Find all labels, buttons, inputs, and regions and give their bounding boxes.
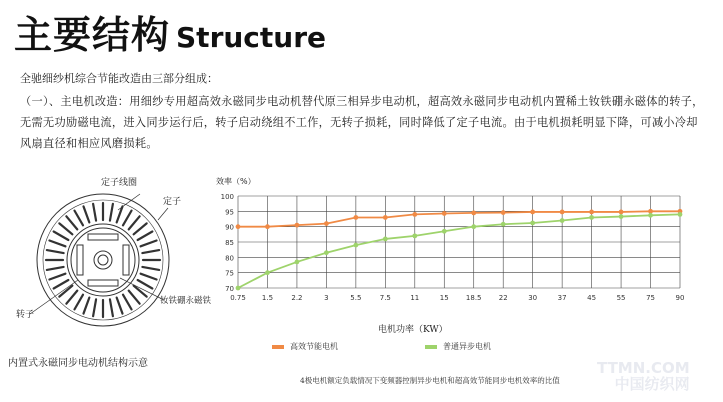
stator-slot: [93, 204, 96, 221]
series-point-0: [324, 221, 329, 226]
series-point-0: [353, 215, 358, 220]
y-tick-label: 95: [225, 208, 234, 217]
stator-slot: [66, 216, 77, 229]
stator-slot: [75, 211, 84, 226]
legend-item-high-efficiency: [272, 341, 338, 352]
series-point-0: [412, 212, 417, 217]
series-point-0: [471, 210, 476, 215]
series-point-1: [560, 218, 565, 223]
motor-drawing: [37, 194, 169, 326]
page-title: [14, 8, 326, 58]
label-rotor: 转子: [16, 310, 35, 320]
x-tick-label: 2.2: [291, 294, 303, 302]
shaft-core: [98, 255, 108, 265]
legend-label: 普通异步电机: [443, 342, 491, 351]
stator-bore: [67, 224, 139, 296]
series-point-1: [295, 260, 300, 265]
stator-slot: [75, 295, 84, 310]
x-tick-label: 5.5: [350, 294, 362, 302]
stator-slot: [59, 286, 72, 297]
y-tick-label: 75: [225, 269, 234, 278]
series-point-1: [619, 214, 624, 219]
chart-y-ticks: [221, 193, 234, 293]
stator-slot: [54, 232, 69, 241]
x-tick-label: 1.5: [261, 294, 274, 302]
series-point-1: [412, 233, 417, 238]
x-tick-label: 30: [528, 294, 538, 302]
series-point-1: [589, 215, 594, 220]
y-tick-label: 70: [225, 285, 234, 293]
y-tick-label: 90: [225, 223, 234, 232]
series-point-0: [501, 210, 506, 215]
series-point-1: [442, 229, 447, 234]
series-point-0: [619, 210, 624, 215]
series-point-1: [678, 212, 683, 217]
intro-text: 全驰细纱机综合节能改造由三部分组成：: [20, 72, 218, 85]
magnet-top: [88, 234, 118, 240]
chart-series: [236, 209, 683, 290]
legend-swatch-green: [425, 345, 437, 349]
watermark: [597, 360, 690, 392]
series-point-1: [236, 286, 241, 291]
series-point-1: [648, 213, 653, 218]
x-tick-label: 11: [410, 294, 420, 302]
x-tick-label: 37: [557, 294, 567, 302]
stator-slot: [59, 223, 72, 234]
series-point-0: [236, 224, 241, 229]
stator-slot: [47, 250, 64, 253]
stator-slot: [66, 291, 77, 304]
series-point-0: [383, 215, 388, 220]
body-paragraph: （一）、主电机改造：用细纱专用超高效永磁同步电动机替代原三相异步电动机，超高效永磁同步电动机内置稀土钕铁硼永磁体的转子，无需无功励磁电流，进入同步运行后，转子启动绕组不工作，无转子损耗，同时降低了定子电流。由于电机损耗明显下降，可减小冷却风扇直径和相应风磨损耗。: [20, 95, 704, 150]
stator-slot: [49, 274, 65, 280]
y-tick-label: 80: [225, 254, 234, 263]
series-point-0: [295, 223, 300, 228]
legend-label: 高效节能电机: [290, 342, 338, 351]
x-tick-label: 3: [324, 294, 329, 302]
stator-slot: [138, 232, 153, 241]
stator-slot: [123, 295, 132, 310]
series-point-1: [265, 270, 270, 275]
series-point-1: [530, 221, 535, 226]
x-tick-label: 22: [498, 294, 508, 302]
label-magnet: 钕铁硼永磁铁: [160, 296, 212, 306]
watermark-line-1: TTMN.COM: [597, 359, 690, 377]
stator-slots: [46, 203, 160, 317]
series-point-0: [589, 210, 594, 215]
series-point-0: [265, 224, 270, 229]
stator-slot: [93, 299, 96, 316]
stator-slot: [110, 204, 113, 221]
x-tick-label: 18.5: [465, 294, 482, 302]
title-english: Structure: [176, 21, 327, 54]
stator-slot: [123, 211, 132, 226]
stator-slot: [49, 241, 65, 247]
watermark-line-2: 中国纺织网: [614, 375, 690, 393]
chart-x-label: 电机功率（KW）: [378, 325, 448, 335]
stator-slot: [117, 298, 123, 314]
stator-slot: [138, 280, 153, 289]
legend-swatch-orange: [272, 345, 284, 349]
motor-diagram-caption: 内置式永磁同步电动机结构示意: [8, 358, 148, 369]
chart-y-label: 效率（%）: [216, 177, 256, 186]
x-tick-label: 7.5: [379, 294, 391, 302]
stator-slot: [134, 286, 147, 297]
magnet-right: [123, 245, 129, 275]
magnet-bottom: [88, 280, 118, 286]
magnet-left: [77, 245, 83, 275]
stator-slot: [129, 291, 140, 304]
x-tick-label: 0.75: [230, 294, 246, 302]
legend-item-standard: [425, 341, 491, 352]
x-tick-label: 15: [439, 294, 449, 302]
y-tick-label: 100: [220, 193, 234, 201]
chart-x-ticks: [230, 294, 684, 302]
x-tick-label: 45: [587, 294, 597, 302]
x-tick-label: 90: [675, 294, 685, 302]
stator-slot: [84, 206, 90, 222]
series-point-1: [383, 237, 388, 242]
y-tick-label: 85: [225, 239, 234, 247]
series-point-0: [530, 210, 535, 215]
stator-slot: [110, 299, 113, 316]
x-tick-label: 55: [616, 294, 626, 302]
chart-caption: 4极电机额定负载情况下变频器控制异步电机和超高效节能同步电机效率的比值: [300, 376, 560, 385]
chart-grid: [238, 196, 680, 288]
leader-stator: [158, 208, 168, 220]
stator-slot: [141, 241, 157, 247]
series-point-0: [442, 211, 447, 216]
title-chinese: 主要结构: [14, 13, 171, 57]
series-point-1: [501, 222, 506, 227]
stator-slot: [142, 267, 159, 270]
motor-structure-diagram: [0, 172, 215, 352]
series-point-0: [560, 210, 565, 215]
stator-slot: [129, 216, 140, 229]
rotor-body: [71, 228, 135, 292]
stator-slot: [134, 223, 147, 234]
stator-slot: [141, 274, 157, 280]
series-point-1: [471, 224, 476, 229]
stator-slot: [142, 250, 159, 253]
stator-slot: [84, 298, 90, 314]
stator-slot: [47, 267, 64, 270]
label-stator-coil: 定子线圈: [101, 178, 138, 188]
series-line-0: [238, 211, 680, 226]
label-stator: 定子: [163, 197, 182, 207]
series-point-1: [324, 250, 329, 255]
rotor-shaft: [94, 251, 112, 269]
efficiency-chart: [210, 172, 690, 344]
x-tick-label: 75: [646, 294, 655, 302]
stator-slot: [54, 280, 69, 289]
series-point-1: [353, 243, 358, 248]
